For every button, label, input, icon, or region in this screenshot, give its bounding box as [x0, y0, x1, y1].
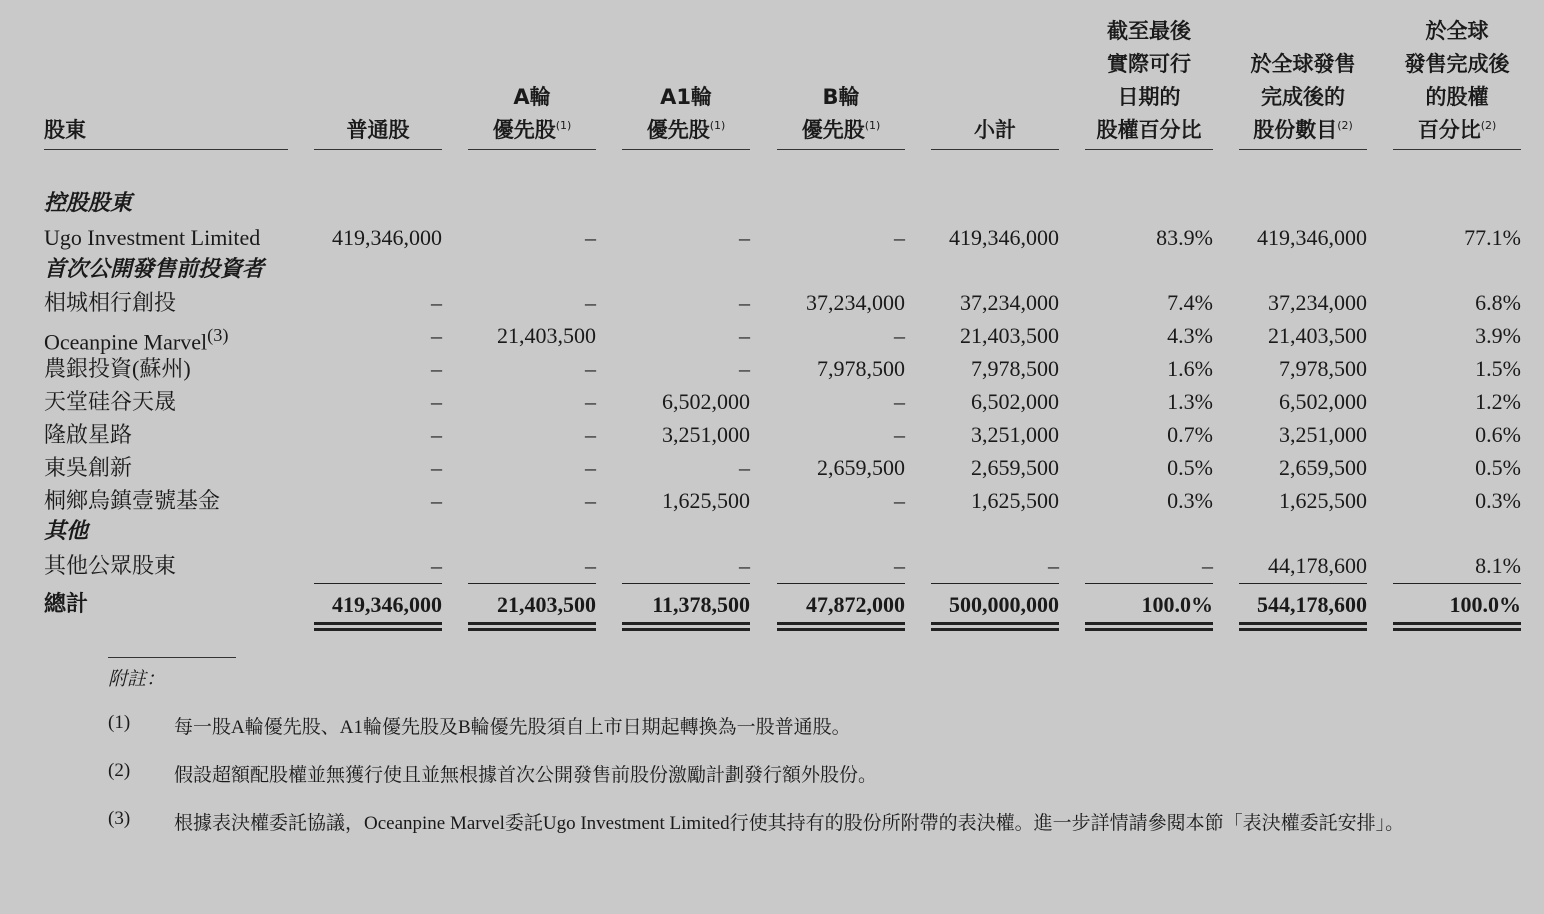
cell-a-round: –: [585, 389, 596, 414]
subtotal-rule: [1085, 583, 1213, 584]
cell-subtotal: 2,659,500: [971, 455, 1059, 480]
footnote-text: 根據表決權委託協議，Oceanpine Marvel委託Ugo Investment Limited行使其持有的股份所附帶的表決權。進一步詳情請參閱本節「表決權委託安排」。: [174, 813, 1405, 834]
total-label: 總計: [44, 592, 89, 617]
cell-pct-latest: 7.4%: [1167, 290, 1213, 315]
cell-subtotal: 6,502,000: [971, 389, 1059, 414]
row-label: [44, 352, 191, 385]
footnote-number: (1): [108, 712, 131, 733]
row-label: [44, 418, 132, 451]
cell-a1-round: 3,251,000: [662, 422, 750, 447]
header-shares-after: 於全球發售 完成後的 股份數目$^{(2)}$: [1250, 52, 1356, 142]
header-rule: [1239, 149, 1367, 150]
cell-pct-latest: 0.3%: [1167, 488, 1213, 513]
shareholder-name: 天堂硅谷天晟: [44, 389, 177, 414]
cell-a-round: –: [585, 225, 596, 250]
cell-b-round: 2,659,500: [817, 455, 905, 480]
total-double-rule: [1239, 622, 1367, 631]
cell-pct-after: 8.1%: [1475, 553, 1521, 578]
cell-ordinary: 419,346,000: [332, 225, 442, 250]
shareholder-name: Ugo Investment Limited: [44, 225, 261, 250]
total-double-rule: [314, 622, 442, 631]
total-double-rule: [468, 622, 596, 631]
header-a-round: A輪 優先股$^{(1)}$: [492, 85, 572, 142]
header-pct-after: 於全球 發售完成後 的股權 百分比$^{(2)}$: [1404, 19, 1510, 142]
cell-a1-round: –: [739, 225, 750, 250]
header-rule: [622, 149, 750, 150]
total-subtotal: 500,000,000: [949, 592, 1059, 617]
cell-b-round: 37,234,000: [806, 290, 905, 315]
row-label: [44, 484, 220, 517]
cell-a1-round: 1,625,500: [662, 488, 750, 513]
cell-b-round: –: [894, 389, 905, 414]
subtotal-rule: [777, 583, 905, 584]
row-label: [44, 221, 260, 254]
shareholder-name: 隆啟星路: [44, 422, 133, 447]
header-shareholder: 股東: [44, 118, 86, 142]
cell-ordinary: –: [431, 323, 442, 348]
group-pre-ipo: 首次公開發售前投資者: [44, 257, 265, 282]
cell-a1-round: –: [739, 323, 750, 348]
subtotal-rule: [1239, 583, 1367, 584]
cell-pct-after: 0.5%: [1475, 455, 1521, 480]
cell-b-round: –: [894, 225, 905, 250]
total-ordinary: 419,346,000: [332, 592, 442, 617]
header-rule: [468, 149, 596, 150]
shareholder-name: 東吳創新: [44, 455, 133, 480]
notes-rule: [108, 657, 236, 658]
total-a-round: 21,403,500: [497, 592, 596, 617]
header-rule: [1393, 149, 1521, 150]
footnote-number: (3): [108, 808, 131, 829]
total-double-rule: [1393, 622, 1521, 631]
cell-subtotal: 3,251,000: [971, 422, 1059, 447]
subtotal-rule: [622, 583, 750, 584]
cell-a1-round: –: [739, 553, 750, 578]
header-pct-latest: 截至最後 實際可行 日期的 股權百分比: [1096, 19, 1202, 142]
header-rule: [931, 149, 1059, 150]
header-rule: [44, 149, 288, 150]
cell-b-round: 7,978,500: [817, 356, 905, 381]
cell-pct-after: 6.8%: [1475, 290, 1521, 315]
cell-subtotal: 1,625,500: [971, 488, 1059, 513]
cell-a-round: –: [585, 290, 596, 315]
cell-a1-round: –: [739, 290, 750, 315]
cell-shares-after: 7,978,500: [1279, 356, 1367, 381]
cell-ordinary: –: [431, 455, 442, 480]
cell-subtotal: 7,978,500: [971, 356, 1059, 381]
cell-shares-after: 44,178,600: [1268, 553, 1367, 578]
total-double-rule: [777, 622, 905, 631]
total-double-rule: [622, 622, 750, 631]
total-double-rule: [1085, 622, 1213, 631]
cell-subtotal: 37,234,000: [960, 290, 1059, 315]
cell-shares-after: 21,403,500: [1268, 323, 1367, 348]
cell-pct-latest: –: [1202, 553, 1213, 578]
shareholder-name: Oceanpine Marvel: [44, 329, 208, 355]
cell-a-round: 21,403,500: [497, 323, 596, 348]
cell-b-round: –: [894, 422, 905, 447]
group-others: 其他: [44, 519, 89, 544]
cell-pct-latest: 83.9%: [1156, 225, 1213, 250]
header-a1-round: A1輪 優先股$^{(1)}$: [646, 85, 726, 142]
total-pct-latest: 100.0%: [1141, 592, 1213, 617]
cell-pct-after: 0.6%: [1475, 422, 1521, 447]
cell-pct-latest: 1.3%: [1167, 389, 1213, 414]
row-label: [44, 549, 176, 582]
cell-a-round: –: [585, 455, 596, 480]
cell-ordinary: –: [431, 389, 442, 414]
header-b-round: B輪 優先股$^{(1)}$: [801, 85, 881, 142]
cell-ordinary: –: [431, 290, 442, 315]
cell-b-round: –: [894, 323, 905, 348]
header-rule: [1085, 149, 1213, 150]
cell-b-round: –: [894, 488, 905, 513]
total-double-rule: [931, 622, 1059, 631]
cell-shares-after: 419,346,000: [1257, 225, 1367, 250]
cell-shares-after: 2,659,500: [1279, 455, 1367, 480]
cell-subtotal: 21,403,500: [960, 323, 1059, 348]
cell-pct-latest: 0.5%: [1167, 455, 1213, 480]
cell-ordinary: –: [431, 356, 442, 381]
cell-ordinary: –: [431, 488, 442, 513]
shareholder-name: 農銀投資(蘇州): [44, 356, 191, 381]
shareholder-name: 相城相行創投: [44, 290, 177, 315]
group-controlling: 控股股東: [44, 191, 133, 216]
cell-a1-round: 6,502,000: [662, 389, 750, 414]
cell-pct-after: 77.1%: [1464, 225, 1521, 250]
cell-pct-after: 1.2%: [1475, 389, 1521, 414]
cell-b-round: –: [894, 553, 905, 578]
cell-pct-after: 0.3%: [1475, 488, 1521, 513]
subtotal-rule: [468, 583, 596, 584]
shareholder-name: 桐鄉烏鎮壹號基金: [44, 488, 221, 513]
header-rule: [777, 149, 905, 150]
shareholder-name: 其他公眾股東: [44, 553, 177, 578]
row-label: [44, 385, 176, 418]
cell-pct-latest: 1.6%: [1167, 356, 1213, 381]
footnote-number: (2): [108, 760, 131, 781]
row-label: [44, 451, 132, 484]
cell-a1-round: –: [739, 455, 750, 480]
subtotal-rule: [1393, 583, 1521, 584]
subtotal-rule: [931, 583, 1059, 584]
header-subtotal: 小計: [974, 118, 1016, 142]
footnote-text: 每一股A輪優先股、A1輪優先股及B輪優先股須自上市日期起轉換為一股普通股。: [174, 717, 851, 738]
cell-pct-after: 1.5%: [1475, 356, 1521, 381]
notes-title: 附註：: [108, 668, 166, 690]
cell-ordinary: –: [431, 553, 442, 578]
cell-a1-round: –: [739, 356, 750, 381]
footnote-text: 假設超額配股權並無獲行使且並無根據首次公開發售前股份激勵計劃發行額外股份。: [174, 765, 878, 786]
cell-shares-after: 1,625,500: [1279, 488, 1367, 513]
subtotal-rule: [314, 583, 442, 584]
cell-shares-after: 3,251,000: [1279, 422, 1367, 447]
cell-ordinary: –: [431, 422, 442, 447]
total-pct-after: 100.0%: [1449, 592, 1521, 617]
cell-subtotal: –: [1048, 553, 1059, 578]
cell-pct-after: 3.9%: [1475, 323, 1521, 348]
cell-a-round: –: [585, 553, 596, 578]
header-rule: [314, 149, 442, 150]
cell-a-round: –: [585, 356, 596, 381]
footnote-ref: (3): [207, 325, 229, 345]
cell-subtotal: 419,346,000: [949, 225, 1059, 250]
total-shares-after: 544,178,600: [1257, 592, 1367, 617]
cell-a-round: –: [585, 488, 596, 513]
cell-pct-latest: 0.7%: [1167, 422, 1213, 447]
total-b-round: 47,872,000: [806, 592, 905, 617]
cell-pct-latest: 4.3%: [1167, 323, 1213, 348]
row-label: [44, 286, 176, 319]
total-a1-round: 11,378,500: [652, 592, 750, 617]
header-ordinary: 普通股: [346, 118, 410, 142]
cell-shares-after: 37,234,000: [1268, 290, 1367, 315]
cell-a-round: –: [585, 422, 596, 447]
cell-shares-after: 6,502,000: [1279, 389, 1367, 414]
